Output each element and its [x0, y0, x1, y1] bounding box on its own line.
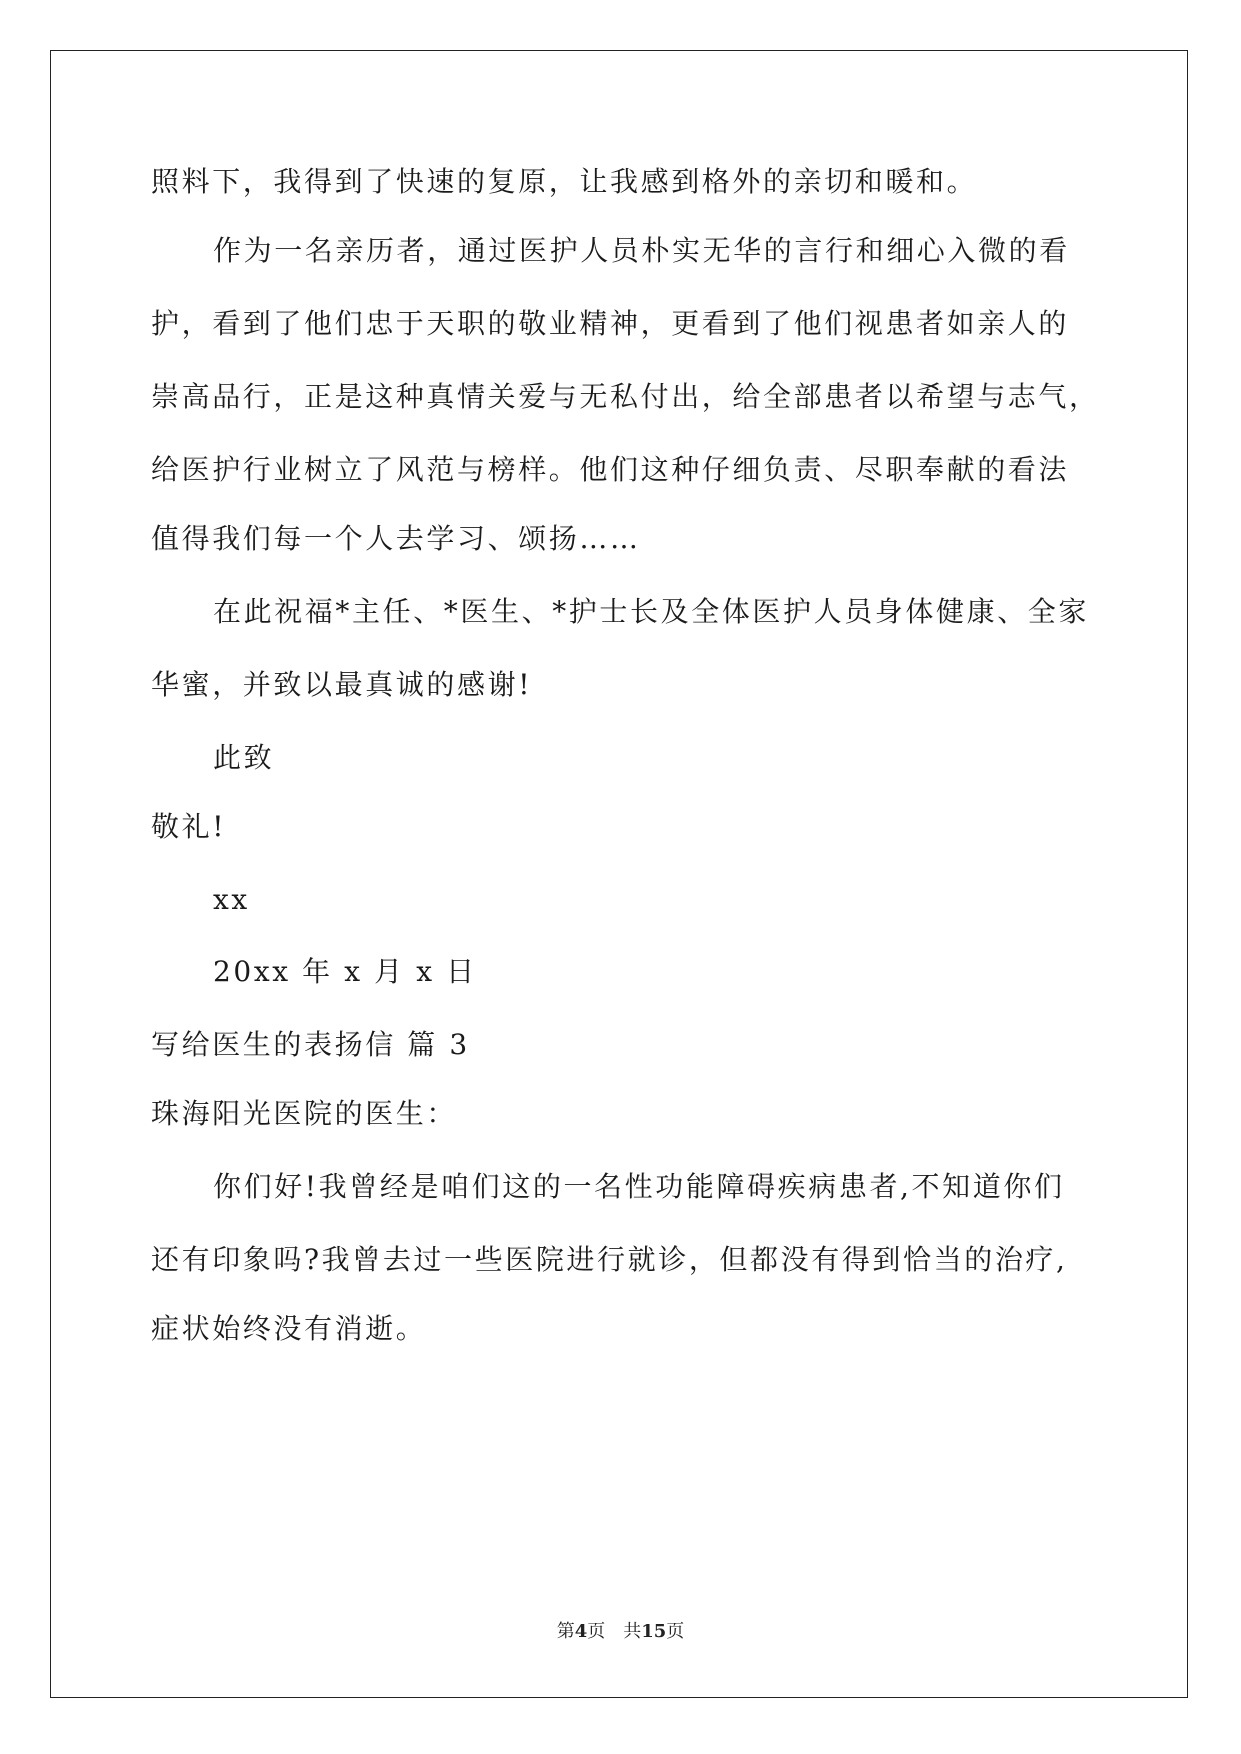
text-line: 照料下，我得到了快速的复原，让我感到格外的亲切和暖和。 [151, 165, 978, 198]
closing-respect: 敬礼! [151, 810, 227, 843]
page-suffix: 页 [587, 1621, 606, 1642]
total-prefix: 共 [623, 1621, 642, 1642]
addressee: 珠海阳光医院的医生： [151, 1097, 458, 1130]
total-pages: 15 [641, 1621, 667, 1642]
date-line: 20xx 年 x 月 x 日 [213, 955, 477, 988]
text-line: 崇高品行，正是这种真情关爱与无私付出，给全部患者以希望与志气， [151, 380, 1100, 413]
page-prefix: 第 [556, 1621, 575, 1642]
closing-salutation: 此致 [213, 741, 275, 774]
text-line: 还有印象吗?我曾去过一些医院进行就诊，但都没有得到恰当的治疗, [151, 1243, 1068, 1276]
current-page: 4 [574, 1621, 588, 1642]
text-line: 作为一名亲历者，通过医护人员朴实无华的言行和细心入微的看 [213, 234, 1070, 267]
page-border [50, 50, 1188, 1698]
text-line: 值得我们每一个人去学习、颂扬…… [151, 522, 641, 555]
page-number-footer [0, 1620, 1241, 1644]
text-line: 护，看到了他们忠于天职的敬业精神，更看到了他们视患者如亲人的 [151, 307, 1070, 340]
total-suffix: 页 [666, 1621, 685, 1642]
text-line: 症状始终没有消逝。 [151, 1312, 427, 1345]
text-line: 在此祝福*主任、*医生、*护士长及全体医护人员身体健康、全家 [213, 595, 1090, 628]
text-line: 华蜜，并致以最真诚的感谢! [151, 668, 533, 701]
text-line: 给医护行业树立了风范与榜样。他们这种仔细负责、尽职奉献的看法 [151, 453, 1070, 486]
section-heading: 写给医生的表扬信 篇 3 [151, 1028, 470, 1061]
text-line: 你们好!我曾经是咱们这的一名性功能障碍疾病患者,不知道你们 [213, 1170, 1065, 1203]
signature: xx [213, 883, 250, 916]
